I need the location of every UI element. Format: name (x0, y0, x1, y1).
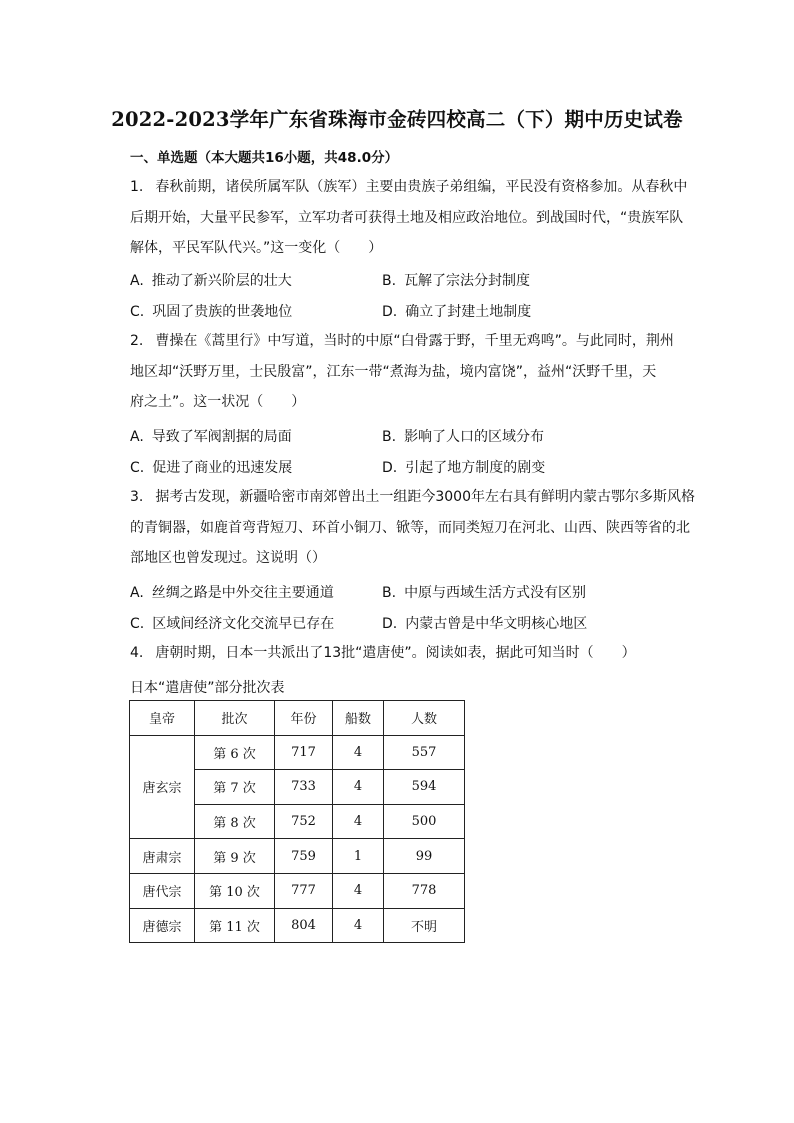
table-row (130, 873, 465, 908)
header-batch: 批次 (195, 701, 275, 736)
option-label: C. (130, 304, 145, 320)
option-a[interactable] (130, 270, 292, 290)
option-label: B. (382, 273, 397, 289)
question-text-line: 唐朝时期，日本一共派出了13批“遣唐使”。阅读如表，据此可知当时（ ） (155, 645, 636, 661)
option-d[interactable] (382, 457, 545, 477)
question-3 (130, 482, 695, 574)
cell-people: 557 (384, 735, 465, 770)
cell-emperor: 唐玄宗 (130, 735, 195, 839)
option-d[interactable] (382, 301, 531, 321)
page-title: 2022-2023学年广东省珠海市金砖四校高二（下）期中历史试卷 (111, 108, 683, 131)
table-row (130, 839, 465, 874)
option-text: 导致了军阀割据的局面 (151, 429, 292, 445)
cell-ships: 4 (333, 804, 384, 839)
option-label: A. (130, 429, 144, 445)
cell-people: 778 (384, 873, 465, 908)
cell-batch: 第 7 次 (195, 770, 275, 805)
table-row (130, 908, 465, 943)
option-label: C. (130, 460, 145, 476)
option-a[interactable] (130, 582, 334, 602)
question-number: 1. (130, 179, 144, 195)
question-2 (130, 326, 692, 418)
cell-year: 777 (275, 873, 333, 908)
cell-ships: 4 (333, 770, 384, 805)
option-label: A. (130, 273, 144, 289)
cell-year: 804 (275, 908, 333, 943)
option-c[interactable] (130, 613, 334, 633)
cell-people: 500 (384, 804, 465, 839)
option-b[interactable] (382, 426, 544, 446)
option-text: 确立了封建土地制度 (405, 304, 532, 320)
table-header-row (130, 701, 465, 736)
cell-year: 717 (275, 735, 333, 770)
option-b[interactable] (382, 270, 530, 290)
cell-people: 不明 (384, 908, 465, 943)
cell-emperor: 唐代宗 (130, 873, 195, 908)
question-4 (130, 638, 692, 669)
option-c[interactable] (130, 301, 292, 321)
question-number: 2. (130, 333, 144, 349)
option-label: A. (130, 585, 144, 601)
option-label: B. (382, 429, 397, 445)
option-text: 瓦解了宗法分封制度 (404, 273, 531, 289)
question-text-line: 府之土”。这一状况（ ） (130, 394, 306, 410)
cell-batch: 第 11 次 (195, 908, 275, 943)
question-text-line: 曹操在《蒿里行》中写道，当时的中原“白骨露于野，千里无鸡鸣”。与此同时，荆州 (155, 333, 674, 349)
question-text-line: 地区却“沃野万里，士民殷富”，江东一带“煮海为盐，境内富饶”，益州“沃野千里，天 (130, 363, 657, 380)
option-label: D. (382, 304, 398, 320)
cell-batch: 第 10 次 (195, 873, 275, 908)
question-1 (130, 172, 692, 264)
question-number: 3. (130, 489, 144, 505)
option-label: D. (382, 460, 398, 476)
cell-year: 733 (275, 770, 333, 805)
table-caption: 日本“遣唐使”部分批次表 (130, 680, 285, 696)
option-text: 内蒙古曾是中华文明核心地区 (405, 616, 588, 632)
option-a[interactable] (130, 426, 292, 446)
cell-year: 752 (275, 804, 333, 839)
question-text-line: 春秋前期，诸侯所属军队（族军）主要由贵族子弟组编，平民没有资格参加。从春秋中 (155, 179, 688, 195)
cell-ships: 4 (333, 873, 384, 908)
option-text: 推动了新兴阶层的壮大 (151, 273, 292, 289)
option-text: 引起了地方制度的剧变 (405, 460, 546, 476)
cell-people: 99 (384, 839, 465, 874)
cell-people: 594 (384, 770, 465, 805)
question-text-line: 据考古发现，新疆哈密市南郊曾出土一组距今3000年左右具有鲜明内蒙古鄂尔多斯风格 (155, 489, 695, 505)
envoy-table (129, 700, 465, 943)
option-text: 区域间经济文化交流早已存在 (152, 616, 335, 632)
question-text-line: 部地区也曾发现过。这说明（） (130, 550, 326, 566)
option-c[interactable] (130, 457, 292, 477)
cell-ships: 4 (333, 908, 384, 943)
table-row (130, 735, 465, 770)
option-text: 巩固了贵族的世袭地位 (152, 304, 293, 320)
option-text: 中原与西域生活方式没有区别 (404, 585, 587, 601)
section-header: 一、单选题（本大题共16小题，共48.0分） (130, 150, 399, 166)
cell-year: 759 (275, 839, 333, 874)
cell-batch: 第 8 次 (195, 804, 275, 839)
cell-ships: 4 (333, 735, 384, 770)
question-text-line: 后期开始，大量平民参军，立军功者可获得土地及相应政治地位。到战国时代，“贵族军队 (130, 209, 684, 226)
option-text: 促进了商业的迅速发展 (152, 460, 293, 476)
option-label: B. (382, 585, 397, 601)
cell-batch: 第 9 次 (195, 839, 275, 874)
option-b[interactable] (382, 582, 586, 602)
option-label: D. (382, 616, 398, 632)
option-label: C. (130, 616, 145, 632)
cell-emperor: 唐德宗 (130, 908, 195, 943)
header-ships: 船数 (333, 701, 384, 736)
option-d[interactable] (382, 613, 587, 633)
header-people: 人数 (384, 701, 465, 736)
header-year: 年份 (275, 701, 333, 736)
cell-batch: 第 6 次 (195, 735, 275, 770)
option-text: 丝绸之路是中外交往主要通道 (151, 585, 334, 601)
cell-ships: 1 (333, 839, 384, 874)
option-text: 影响了人口的区域分布 (404, 429, 545, 445)
cell-emperor: 唐肃宗 (130, 839, 195, 874)
header-emperor: 皇帝 (130, 701, 195, 736)
question-number: 4. (130, 645, 144, 661)
question-text-line: 解体，平民军队代兴。”这一变化（ ） (130, 240, 383, 256)
question-text-line: 的青铜器，如鹿首弯背短刀、环首小铜刀、锨等，而同类短刀在河北、山西、陕西等省的北 (130, 519, 690, 536)
